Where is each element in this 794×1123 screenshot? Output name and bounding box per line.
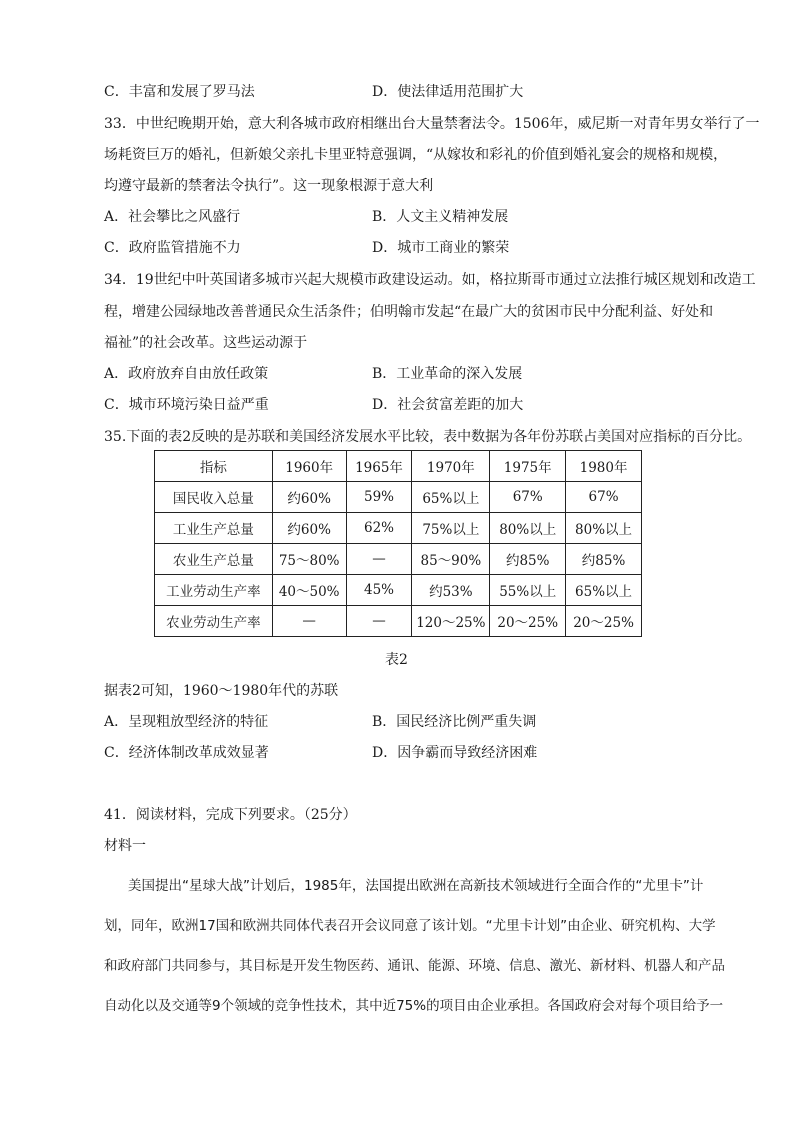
q35-option-a: A．呈现粗放型经济的特征: [104, 714, 269, 730]
table-cell: 约60%: [272, 482, 346, 513]
table-cell: 约85%: [566, 544, 642, 575]
q34-option-b: B．工业革命的深入发展: [372, 366, 523, 382]
q32-option-c: C．丰富和发展了罗马法: [104, 84, 255, 100]
table-header-row: [155, 451, 642, 482]
table-cell: 工业劳动生产率: [155, 575, 273, 606]
table-cell: 65%以上: [412, 482, 490, 513]
table-header-cell: 1975年: [490, 451, 566, 482]
table-cell: 59%: [346, 482, 412, 513]
table-row: [155, 575, 642, 606]
table-cell: 80%以上: [566, 513, 642, 544]
q41-title: 41．阅读材料，完成下列要求。（25分）: [104, 807, 357, 823]
table-row: [155, 606, 642, 637]
q35-stem-line-1: 35.下面的表2反映的是苏联和美国经济发展水平比较，表中数据为各年份苏联占美国对应指标的百分比。: [104, 429, 752, 445]
q34-stem-line-1: 34．19世纪中叶英国诸多城市兴起大规模市政建设运动。如，格拉斯哥市通过立法推行城区规划和改造工: [104, 272, 756, 288]
table-header-cell: 指标: [155, 451, 273, 482]
table-header-cell: 1965年: [346, 451, 412, 482]
q34-stem-line-3: 福祉”的社会改革。这些运动源于: [104, 335, 308, 351]
table-cell: 40～50%: [272, 575, 346, 606]
material-label: 材料一: [104, 838, 146, 854]
q34-option-a: A．政府放弃自由放任政策: [104, 366, 269, 382]
table-cell: 农业生产总量: [155, 544, 273, 575]
q35-option-d: D．因争霸而导致经济困难: [372, 745, 538, 761]
table-cell: 75～80%: [272, 544, 346, 575]
table-row: [155, 513, 642, 544]
table-cell: 67%: [566, 482, 642, 513]
table-cell: 农业劳动生产率: [155, 606, 273, 637]
q33-stem-line-1: 33．中世纪晚期开始，意大利各城市政府相继出台大量禁奢法令。1506年，威尼斯一对青年男女举行了一: [104, 116, 760, 132]
q34-stem-line-2: 程，增建公园绿地改善普通民众生活条件；伯明翰市发起“在最广大的贫困市民中分配利益、好处和: [104, 304, 714, 320]
table-header-cell: 1970年: [412, 451, 490, 482]
comparison-table: [154, 450, 642, 637]
table-cell: —: [346, 606, 412, 637]
table-cell: 约85%: [490, 544, 566, 575]
q33-option-d: D．城市工商业的繁荣: [372, 240, 510, 256]
q35-option-c: C．经济体制改革成效显著: [104, 745, 269, 761]
table-cell: 120～25%: [412, 606, 490, 637]
table-cell: 20～25%: [490, 606, 566, 637]
table-cell: 工业生产总量: [155, 513, 273, 544]
table-cell: 67%: [490, 482, 566, 513]
table-cell: 75%以上: [412, 513, 490, 544]
table-cell: 62%: [346, 513, 412, 544]
q34-option-c: C．城市环境污染日益严重: [104, 397, 269, 413]
table-row: [155, 482, 642, 513]
q34-option-d: D．社会贫富差距的加大: [372, 397, 524, 413]
material-paragraph-line: 美国提出“星球大战”计划后，1985年，法国提出欧洲在高新技术领域进行全面合作的“尤里卡”计: [128, 878, 704, 894]
table-cell: —: [272, 606, 346, 637]
q33-stem-line-3: 均遵守最新的禁奢法令执行”。这一现象根源于意大利: [104, 178, 434, 194]
material-paragraph-line: 划，同年，欧洲17国和欧洲共同体代表召开会议同意了该计划。“尤里卡计划”由企业、研究机构、大学: [104, 918, 716, 934]
q33-option-c: C．政府监管措施不力: [104, 240, 241, 256]
material-paragraph-line: 和政府部门共同参与，其目标是开发生物医药、通讯、能源、环境、信息、激光、新材料、机器人和产品: [104, 958, 725, 974]
table-cell: 80%以上: [490, 513, 566, 544]
table-header-cell: 1980年: [566, 451, 642, 482]
table-cell: 约53%: [412, 575, 490, 606]
q35-option-b: B．国民经济比例严重失调: [372, 714, 537, 730]
table-cell: —: [346, 544, 412, 575]
q33-option-a: A．社会攀比之风盛行: [104, 209, 241, 225]
table-caption: 表2: [385, 652, 408, 668]
q33-stem-line-2: 场耗资巨万的婚礼，但新娘父亲扎卡里亚特意强调，“从嫁妆和彩礼的价值到婚礼宴会的规格和规模，: [104, 147, 728, 163]
q33-option-b: B．人文主义精神发展: [372, 209, 509, 225]
q32-option-d: D．使法律适用范围扩大: [372, 84, 524, 100]
table-cell: 约60%: [272, 513, 346, 544]
table-cell: 20～25%: [566, 606, 642, 637]
table-header-cell: 1960年: [272, 451, 346, 482]
q35-stem: 据表2可知，1960～1980年代的苏联: [104, 683, 339, 699]
table-cell: 55%以上: [490, 575, 566, 606]
table-cell: 85～90%: [412, 544, 490, 575]
table-cell: 65%以上: [566, 575, 642, 606]
table-cell: 45%: [346, 575, 412, 606]
table-row: [155, 544, 642, 575]
material-paragraph-line: 自动化以及交通等9个领域的竞争性技术，其中近75%的项目由企业承担。各国政府会对每个项目给予一: [104, 998, 724, 1014]
table-cell: 国民收入总量: [155, 482, 273, 513]
